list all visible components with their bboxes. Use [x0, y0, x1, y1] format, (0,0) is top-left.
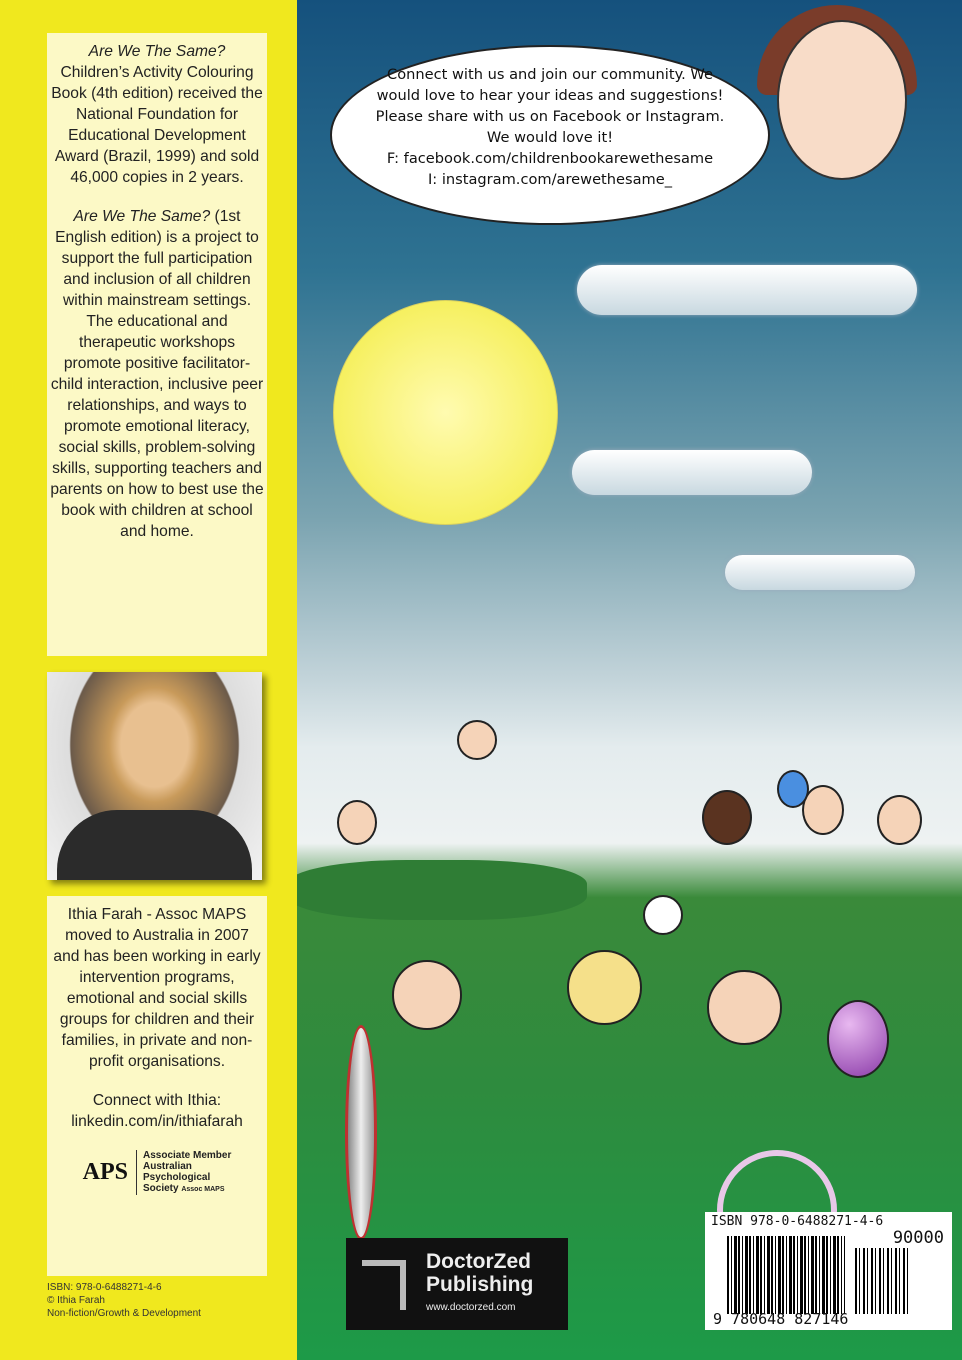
copyright-text: © Ithia Farah [47, 1295, 105, 1306]
author-bio: Ithia Farah - Assoc MAPS moved to Australia in 2007 and has been working in early intervention programs, emotional and social skills groups for children and their families, in private and non-profit organisations. [53, 906, 261, 1070]
aps-line: Psychological [142, 1172, 211, 1183]
surfboard [345, 1025, 377, 1240]
cloud [572, 450, 812, 495]
cloud [577, 265, 917, 315]
publisher-name: DoctorZed [426, 1250, 531, 1273]
title-italic: Are We The Same? [73, 208, 211, 225]
project-text: (1st English edition) is a project to support the full participation and inclusion of all children within mainstream settings. The educational and therapeutic workshops promote positive facilitator-child interaction, inclusive peer relationships, and ways to promote emotional literacy, social skills, problem-solving skills, supporting teachers and parents on how to best use the book with children at school and home. [50, 208, 264, 540]
category-text: Non-fiction/Growth & Development [47, 1308, 201, 1319]
balloon [777, 770, 809, 808]
author-photo [47, 672, 262, 880]
instagram-link[interactable]: I: instagram.com/arewethesame_ [427, 171, 673, 188]
child-illustration [702, 790, 752, 845]
barcode-number: 9 780648 827146 [713, 1310, 849, 1328]
aps-line: Australian [142, 1161, 192, 1172]
barcode-addon-bars [855, 1248, 911, 1314]
title-italic: Are We The Same? [88, 43, 226, 60]
publisher-name-2: Publishing [426, 1273, 534, 1296]
child-illustration [457, 720, 497, 760]
aps-line: Associate Member [142, 1150, 232, 1161]
child-illustration [707, 970, 782, 1045]
publisher-logo [346, 1238, 568, 1330]
footer-info [47, 1281, 201, 1320]
barcode-price-code: 90000 [892, 1228, 944, 1248]
doctorzed-mark-icon [362, 1260, 406, 1310]
speech-bubble [330, 45, 770, 225]
book-description-panel [47, 33, 267, 656]
bubble-line: Connect with us and join our community. We [387, 66, 713, 83]
linkedin-link[interactable]: linkedin.com/in/ithiafarah [71, 1113, 243, 1130]
isbn-barcode [705, 1212, 952, 1330]
illustration-scene [297, 0, 962, 1360]
child-illustration [877, 795, 922, 845]
child-illustration [392, 960, 462, 1030]
aps-suffix: Assoc MAPS [181, 1186, 225, 1193]
aps-line: Society [142, 1183, 179, 1194]
sun [333, 300, 558, 525]
publisher-url[interactable]: www.doctorzed.com [426, 1302, 516, 1313]
bubble-line: would love to hear your ideas and suggestions! [376, 87, 724, 104]
barcode-isbn: ISBN 978-0-6488271-4-6 [711, 1214, 884, 1229]
child-illustration [337, 800, 377, 845]
girl-face-illustration [777, 20, 907, 180]
left-column [47, 33, 267, 1320]
balloon [827, 1000, 889, 1078]
soccer-ball [643, 895, 683, 935]
child-illustration [567, 950, 642, 1025]
aps-logo [50, 1150, 264, 1195]
aps-logo-mark: APS [82, 1159, 128, 1185]
author-bio-panel [47, 896, 267, 1276]
connect-label: Connect with Ithia: [92, 1092, 222, 1109]
bubble-line: We would love it! [486, 129, 614, 146]
facebook-link[interactable]: F: facebook.com/childrenbookarewethesame [386, 150, 714, 167]
isbn-text: ISBN: 978-0-6488271-4-6 [47, 1282, 162, 1293]
bubble-line: Please share with us on Facebook or Instagram. [375, 108, 725, 125]
grass-patch [297, 860, 587, 920]
barcode-bars [727, 1236, 845, 1314]
award-text: Children’s Activity Colouring Book (4th edition) received the National Foundation for Educational Development Award (Brazil, 1999) and sold 46,000 copies in 2 years. [51, 64, 263, 186]
cloud [725, 555, 915, 590]
